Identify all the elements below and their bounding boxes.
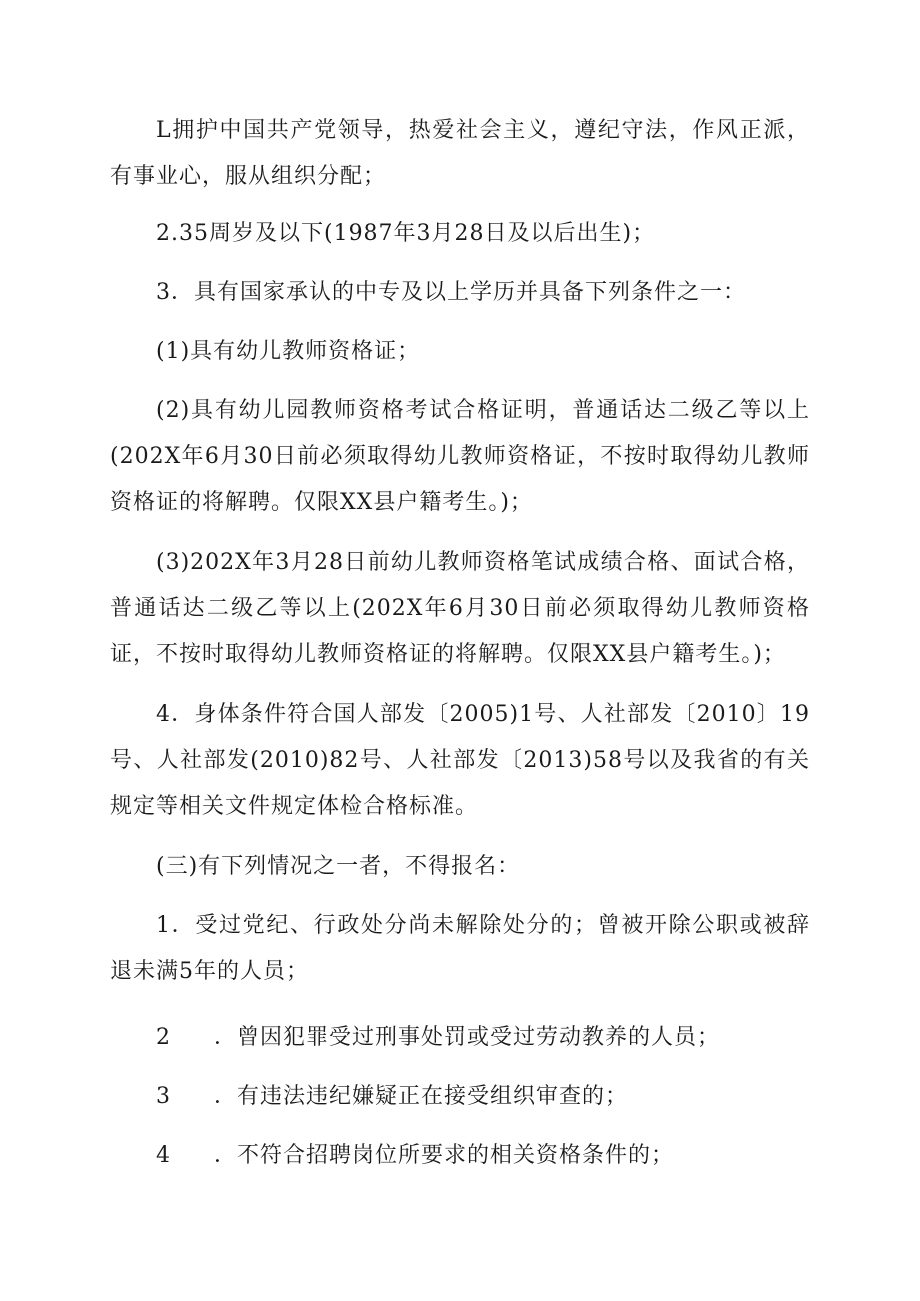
list-item-number: 3: [156, 1084, 171, 1109]
list-item-number: 4: [156, 1143, 171, 1168]
paragraph-condition-2: (2)具有幼儿园教师资格考试合格证明，普通话达二级乙等以上(202X年6月30日前必须取得幼儿教师资格证，不按时取得幼儿教师资格证的将解聘。仅限XX县户籍考生。)；: [110, 398, 810, 515]
section-heading-exclusions: (三)有下列情况之一者，不得报名：: [156, 854, 521, 879]
list-item-number: 2: [156, 1025, 171, 1050]
list-item-text: ．曾因犯罪受过刑事处罚或受过劳动教养的人员；: [214, 1025, 721, 1050]
list-item-exclusion-2: [156, 1015, 720, 1061]
paragraph-condition-3: (3)202X年3月28日前幼儿教师资格笔试成绩合格、面试合格，普通话达二级乙等以上(202X年6月30日前必须取得幼儿教师资格证，不按时取得幼儿教师资格证的将解聘。仅限XX县户籍考生。)；: [110, 550, 810, 667]
paragraph-condition-1: (1)具有幼儿教师资格证；: [156, 339, 421, 364]
paragraph-exclusion-1: 1．受过党纪、行政处分尚未解除处分的；曾被开除公职或被辞退未满5年的人员；: [110, 913, 810, 984]
paragraph-qualification-1: L拥护中国共产党领导，热爱社会主义，遵纪守法，作风正派，有事业心，服从组织分配；: [110, 118, 810, 189]
list-item-exclusion-4: [156, 1133, 674, 1179]
list-item-text: ．有违法违纪嫌疑正在接受组织审查的；: [214, 1084, 629, 1109]
paragraph-qualification-2: 2.35周岁及以下(1987年3月28日及以后出生)；: [156, 221, 656, 246]
paragraph-qualification-3: 3．具有国家承认的中专及以上学历并具备下列条件之一：: [156, 280, 746, 305]
paragraph-qualification-4: 4．身体条件符合国人部发〔2005)1号、人社部发〔2010〕19号、人社部发(2010)82号、人社部发〔2013)58号以及我省的有关规定等相关文件规定体检合格标准。: [110, 702, 810, 819]
list-item-exclusion-3: [156, 1074, 628, 1120]
list-item-text: ．不符合招聘岗位所要求的相关资格条件的；: [214, 1143, 675, 1168]
